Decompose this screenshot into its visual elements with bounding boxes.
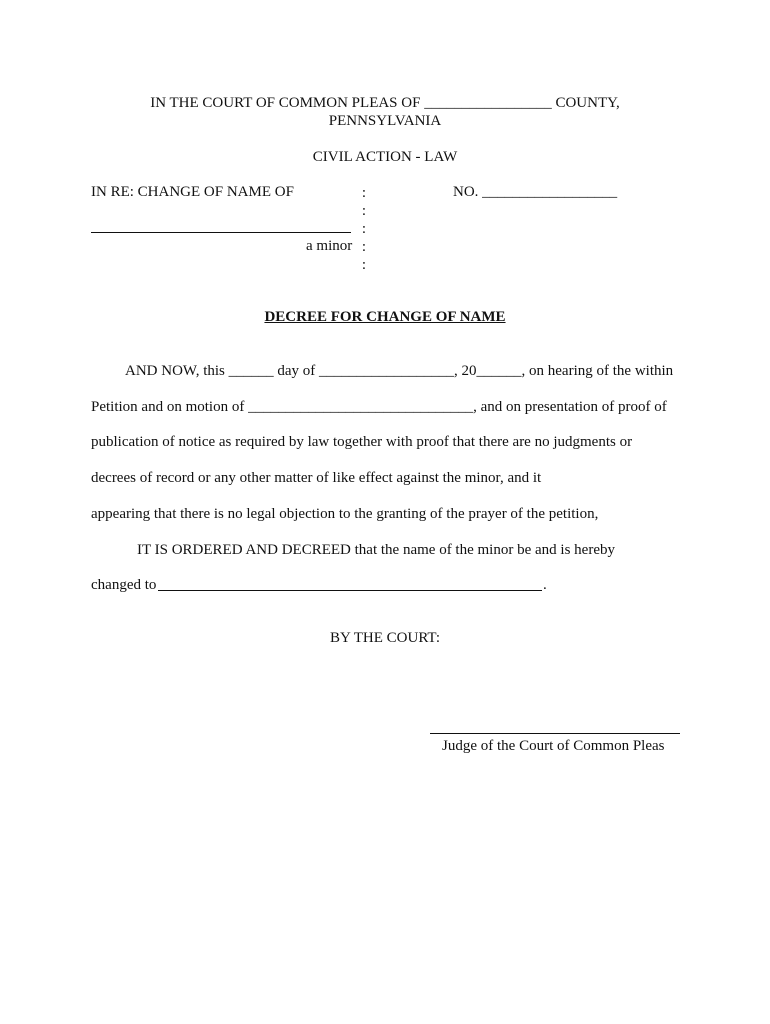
court-prefix: IN THE COURT OF COMMON PLEAS OF	[150, 95, 421, 111]
decree-title: DECREE FOR CHANGE OF NAME	[264, 309, 506, 325]
body-line: appearing that there is no legal objection to the granting of the prayer of the petition,	[91, 506, 599, 522]
new-name-blank	[158, 590, 542, 591]
caption-colon: :	[361, 185, 367, 201]
ordered-line: IT IS ORDERED AND DECREED that the name of the minor be and is hereby	[137, 542, 615, 558]
county-blank: _________________	[424, 95, 552, 111]
state-name: PENNSYLVANIA	[328, 113, 442, 129]
county-suffix: COUNTY,	[555, 95, 620, 111]
minor-name-blank	[91, 232, 351, 233]
court-heading-line	[0, 94, 770, 112]
body-line: publication of notice as required by law together with proof that there are no judgments or	[91, 434, 633, 450]
caption-colon: :	[361, 203, 367, 219]
caption-colon: :	[361, 221, 367, 237]
caption-colon: :	[361, 257, 367, 273]
changed-to-label: changed to	[91, 577, 157, 593]
number-blank: __________________	[482, 184, 618, 200]
number-label: NO.	[453, 184, 479, 200]
caption-colon: :	[361, 239, 367, 255]
minor-label: a minor	[306, 238, 353, 254]
body-line: AND NOW, this ______ day of __________________, 20______, on hearing of the within	[125, 363, 674, 379]
body-line: Petition and on motion of ______________________________, and on presentation of proof of	[91, 399, 667, 415]
body-line: decrees of record or any other matter of like effect against the minor, and it	[91, 470, 542, 486]
in-re-label: IN RE: CHANGE OF NAME OF	[91, 184, 294, 200]
changed-to-period: .	[543, 577, 547, 593]
judge-signature-line	[430, 733, 680, 734]
judge-label: Judge of the Court of Common Pleas	[442, 738, 665, 754]
action-type: CIVIL ACTION - LAW	[312, 149, 458, 165]
by-the-court: BY THE COURT:	[329, 630, 441, 646]
case-number	[453, 183, 617, 201]
